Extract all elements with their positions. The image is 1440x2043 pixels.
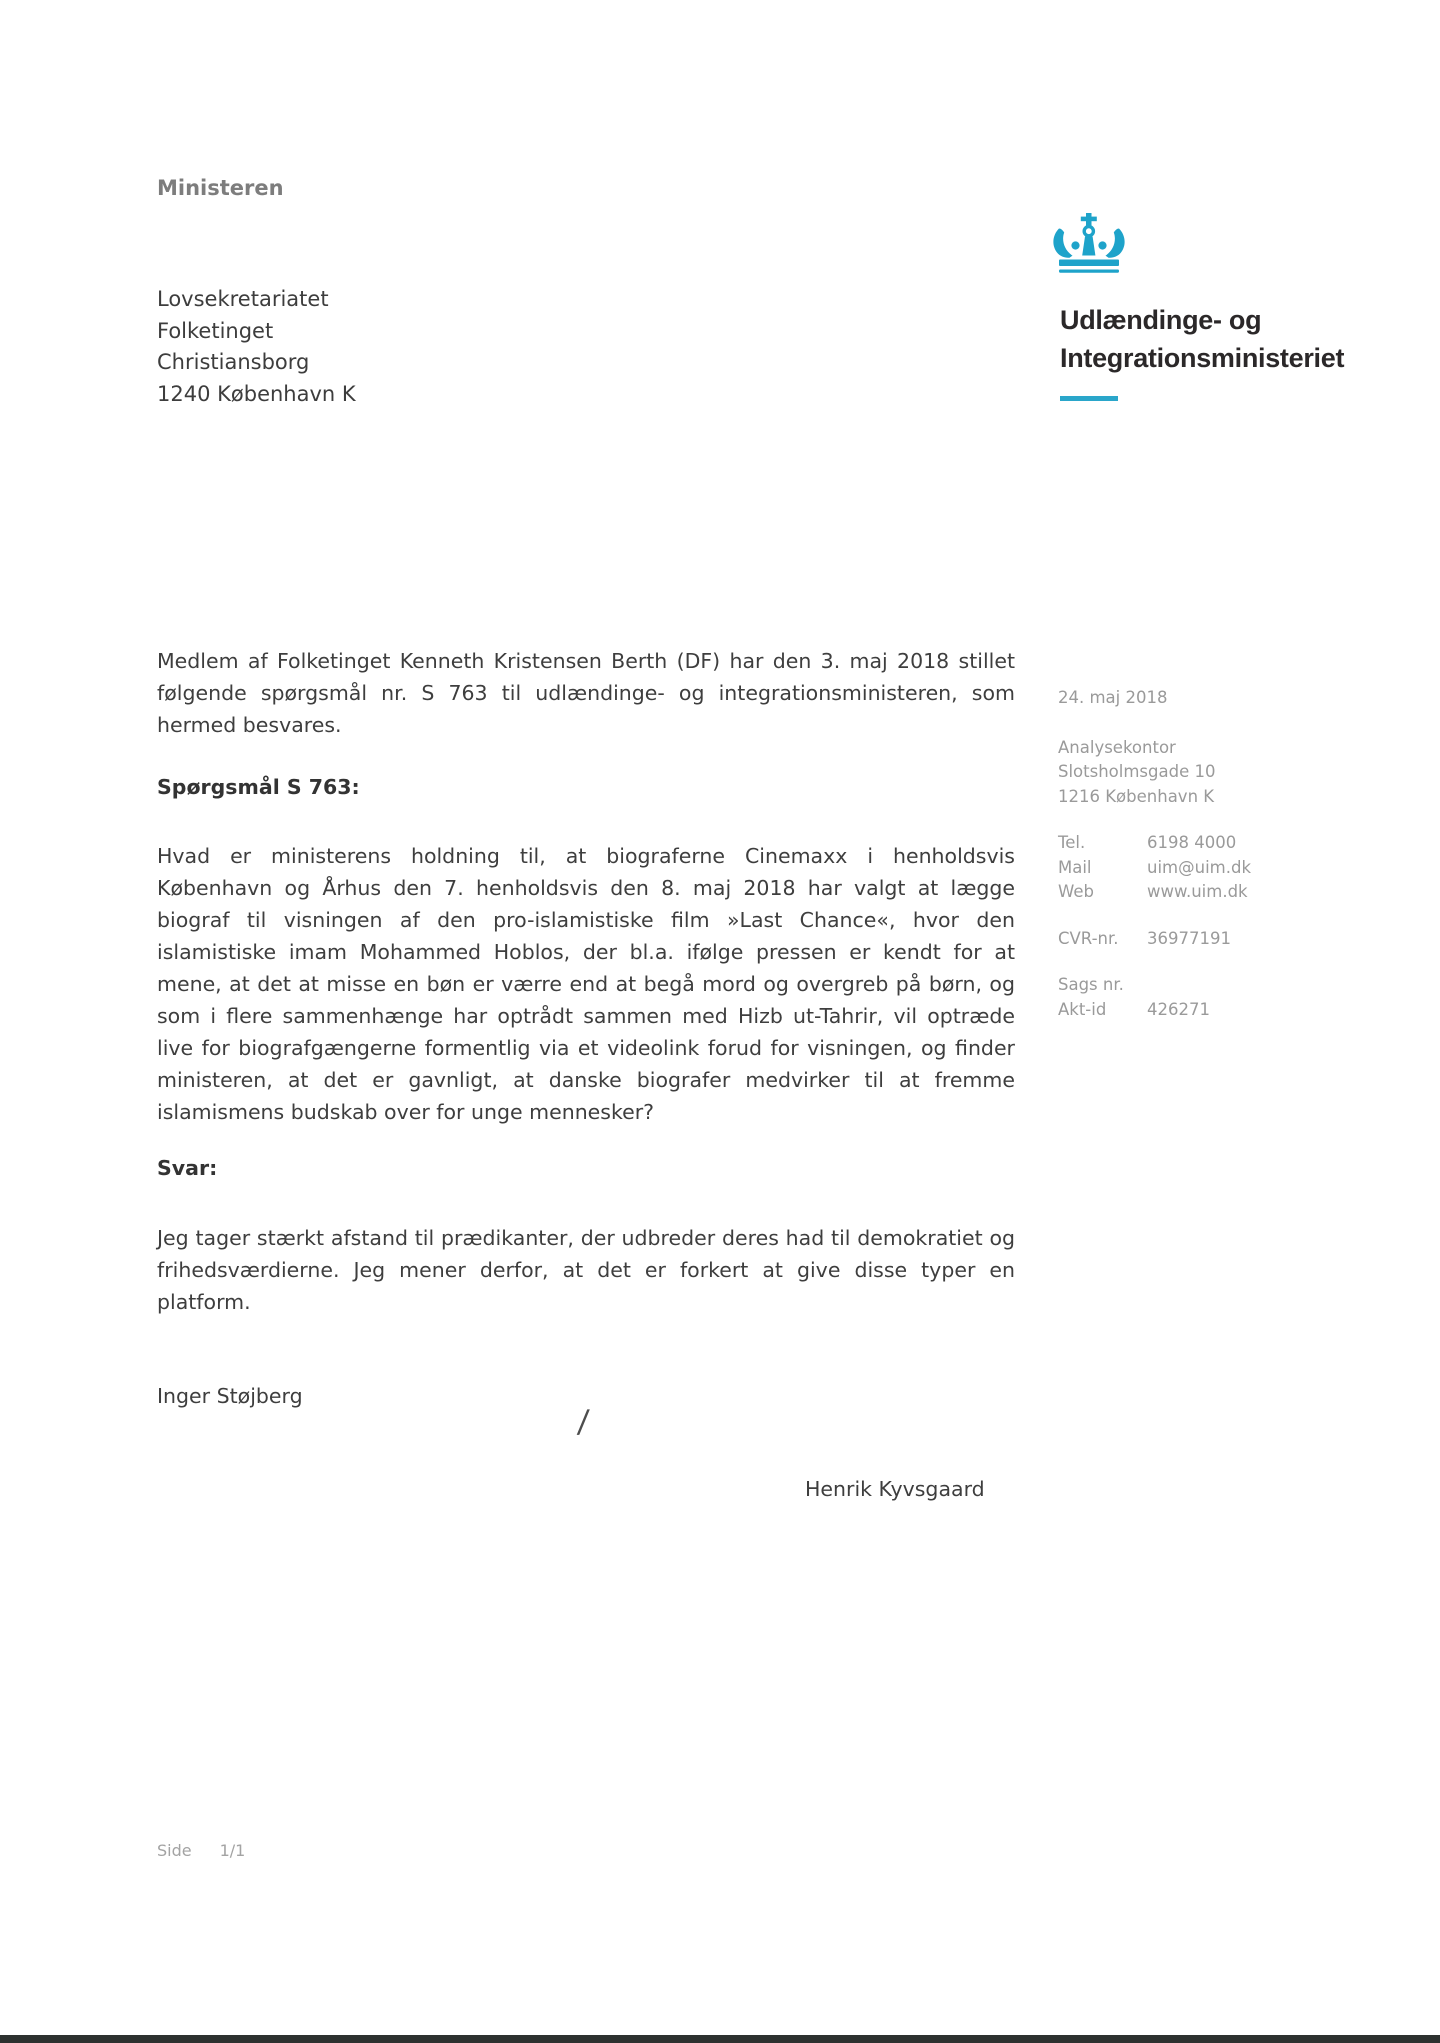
recipient-line: 1240 København K [157, 381, 356, 406]
cvr-row [1058, 927, 1388, 952]
answer-paragraph: Jeg tager stærkt afstand til prædikanter, der udbreder deres had til demokratiet og frihedsværdierne. Jeg mener derfor, at det er forkert at give disse typer en platform. [157, 1226, 1015, 1314]
letter-meta-sidebar [1058, 686, 1388, 1022]
contact-value: 6198 4000 [1147, 833, 1237, 852]
office-address [1058, 736, 1388, 810]
contact-list [1058, 831, 1388, 905]
countersign-slash-mark: / [576, 1404, 591, 1440]
ministry-name-line1: Udlændinge- og [1060, 305, 1262, 335]
case-number-label: Sags nr. [1058, 975, 1124, 994]
case-number-value [1147, 973, 1388, 998]
akt-id-label: Akt-id [1058, 999, 1107, 1019]
cvr-label: CVR-nr. [1058, 928, 1119, 948]
page-number-value: 1/1 [219, 1841, 246, 1860]
answer-heading: Svar: [157, 1156, 218, 1180]
minister-signature-name: Inger Støjberg [157, 1384, 303, 1408]
cvr-value: 36977191 [1147, 928, 1231, 948]
contact-value: uim@uim.dk [1147, 857, 1252, 877]
recipient-line: Christiansborg [157, 350, 310, 374]
contact-row-mail [1058, 856, 1388, 881]
contact-label: Tel. [1058, 833, 1086, 852]
ministry-logo-underline [1060, 396, 1118, 401]
akt-id-row [1058, 998, 1388, 1023]
ministry-name-line2: Integrationsministeriet [1060, 343, 1345, 373]
page-number [157, 1841, 245, 1860]
question-heading: Spørgsmål S 763: [157, 775, 360, 799]
contact-label: Mail [1058, 857, 1092, 877]
page-number-label: Side [157, 1841, 192, 1860]
office-line: Analysekontor [1058, 737, 1176, 757]
recipient-line: Folketinget [157, 318, 274, 343]
crown-icon [1051, 209, 1127, 281]
contact-row-tel [1058, 831, 1388, 856]
contact-value: www.uim.dk [1147, 882, 1248, 901]
recipient-address [157, 284, 356, 410]
contact-row-web [1058, 880, 1388, 905]
countersign-name: Henrik Kyvsgaard [805, 1477, 985, 1501]
office-line: 1216 København K [1058, 786, 1215, 806]
intro-paragraph: Medlem af Folketinget Kenneth Kristensen Berth (DF) har den 3. maj 2018 stillet følgende spørgsmål nr. S 763 til udlændinge- og integrationsministeren, som hermed besvares. [157, 649, 1015, 737]
contact-label: Web [1058, 882, 1094, 901]
akt-id-value: 426271 [1147, 999, 1210, 1019]
scan-bottom-edge-bar [0, 2035, 1440, 2043]
case-number-row [1058, 973, 1388, 998]
question-paragraph: Hvad er ministerens holdning til, at biograferne Cinemaxx i henholdsvis København og Århus den 7. henholdsvis den 8. maj 2018 har valgt at lægge biograf til visningen af den pro-islamistiske film »Last Chance«, hvor den islamistiske imam Mohammed Hoblos, der bl.a. ifølge pressen er kendt for at mene, at det at misse en bøn er værre end at begå mord og overgreb på børn, og som i flere sammenhænge har optrådt sammen med Hizb ut-Tahrir, vil optræde live for biografgængerne formentlig via et videolink forud for visningen, og finder ministeren, at det er gavnligt, at danske biografer medvirker til at fremme islamismens budskab over for unge mennesker? [157, 844, 1015, 1124]
letter-date: 24. maj 2018 [1058, 688, 1168, 707]
recipient-line: Lovsekretariatet [157, 287, 329, 311]
minister-label: Ministeren [157, 176, 284, 200]
ministry-name [1060, 301, 1344, 377]
office-line: Slotsholmsgade 10 [1058, 762, 1216, 781]
